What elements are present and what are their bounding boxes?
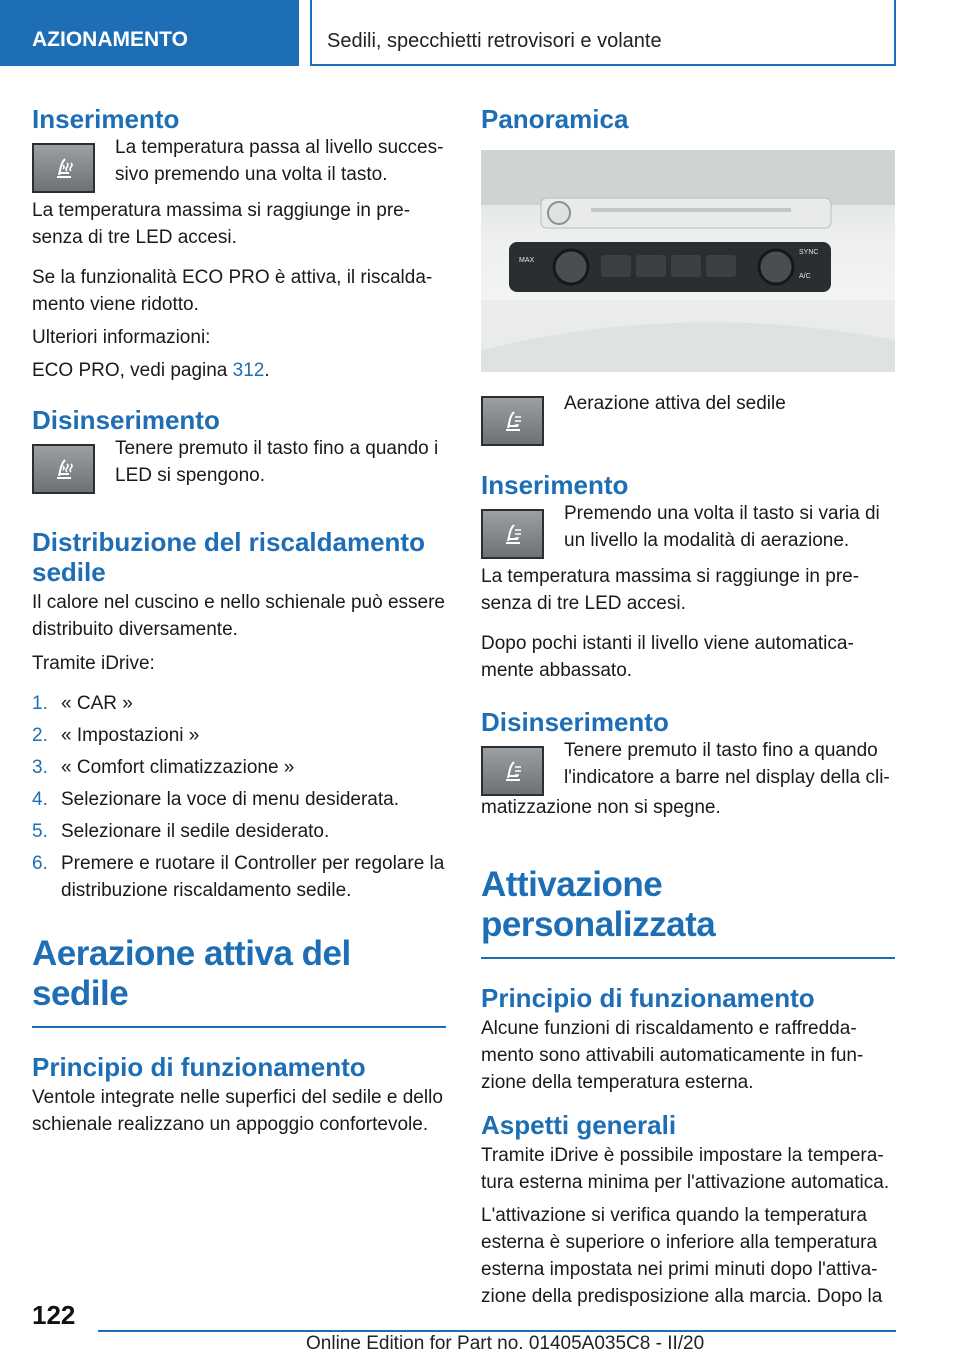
disinserimento-icon-text: Tenere premuto il tasto fino a quando i LED si spengono. bbox=[115, 438, 439, 486]
link-prefix: ECO PRO, vedi pagina bbox=[32, 360, 233, 381]
heading-attivazione: Attivazione personalizzata bbox=[481, 865, 895, 959]
topic-tab: Sedili, specchietti retrovisori e volante bbox=[310, 0, 896, 66]
list-item bbox=[32, 850, 446, 904]
list-item bbox=[32, 754, 446, 781]
paragraph: La temperatura massima si raggiunge in pre-senza di tre LED accesi. bbox=[32, 200, 411, 248]
paragraph: Tramite iDrive è possibile impostare la tempera-tura esterna minima per l'attivazione automatica. bbox=[481, 1145, 890, 1193]
seat-heating-button-icon bbox=[32, 444, 95, 494]
page-header bbox=[0, 0, 960, 66]
paragraph: Alcune funzioni di riscaldamento e raffredda-mento sono attivabili automaticamente in fun-zione della temperatura esterna. bbox=[481, 1018, 864, 1093]
step-text: Selezionare il sedile desiderato. bbox=[61, 821, 330, 842]
heading-aerazione: Aerazione attiva del sedile bbox=[32, 934, 446, 1028]
subheading-principio: Principio di funzionamento bbox=[32, 1052, 366, 1082]
step-text: « CAR » bbox=[61, 693, 133, 714]
page-number: 122 bbox=[32, 1300, 76, 1330]
paragraph: Ventole integrate nelle superfici del sedile e dello schienale realizzano un appoggio confortevole. bbox=[32, 1087, 443, 1135]
step-text: « Comfort climatizzazione » bbox=[61, 757, 295, 778]
climate-panel-illustration bbox=[481, 150, 895, 372]
step-number: 5. bbox=[32, 821, 48, 842]
paragraph: Ulteriori informazioni: bbox=[32, 327, 211, 348]
paragraph: Tramite iDrive: bbox=[32, 653, 155, 674]
paragraph-with-link bbox=[32, 357, 446, 384]
left-column bbox=[32, 96, 446, 1138]
icon-row-inserimento-right bbox=[481, 503, 895, 559]
step-number: 6. bbox=[32, 853, 48, 874]
subheading-principio-right: Principio di funzionamento bbox=[481, 983, 815, 1013]
step-number: 1. bbox=[32, 693, 48, 714]
climate-panel-photo bbox=[481, 150, 895, 372]
heading-inserimento: Inserimento bbox=[32, 104, 180, 134]
paragraph: La temperatura massima si raggiunge in pre-senza di tre LED accesi. bbox=[481, 566, 860, 614]
inserimento-icon-text: La temperatura passa al livello succes-sivo premendo una volta il tasto. bbox=[115, 137, 444, 185]
panel-label-max: MAX bbox=[519, 257, 535, 264]
seat-ventilation-button-icon bbox=[481, 509, 544, 559]
step-text: Premere e ruotare il Controller per regolare la distribuzione riscaldamento sedile. bbox=[61, 853, 445, 901]
heading-panoramica: Panoramica bbox=[481, 104, 629, 134]
paragraph: Dopo pochi istanti il livello viene automatica-mente abbassato. bbox=[481, 633, 854, 681]
page-link-312[interactable]: 312 bbox=[232, 360, 265, 381]
disinserimento-right-icon-text: Tenere premuto il tasto fino a quando l'indicatore a barre nel display della cli- bbox=[564, 740, 890, 788]
icon-row-inserimento bbox=[32, 137, 446, 193]
section-tab: AZIONAMENTO bbox=[0, 0, 299, 66]
step-text: Selezionare la voce di menu desiderata. bbox=[61, 789, 399, 810]
seat-heating-button-icon bbox=[32, 143, 95, 193]
heading-disinserimento-right: Disinserimento bbox=[481, 707, 669, 737]
list-item bbox=[32, 818, 446, 845]
inserimento-right-icon-text: Premendo una volta il tasto si varia di un livello la modalità di aerazione. bbox=[564, 503, 880, 551]
step-number: 2. bbox=[32, 725, 48, 746]
edition-text: Online Edition for Part no. 01405A035C8 - II/20 bbox=[306, 1333, 705, 1354]
right-column bbox=[481, 96, 895, 1310]
seat-ventilation-button-icon bbox=[481, 396, 544, 446]
list-item bbox=[32, 786, 446, 813]
paragraph: Se la funzionalità ECO PRO è attiva, il riscalda-mento viene ridotto. bbox=[32, 267, 433, 315]
steps-list bbox=[32, 690, 446, 904]
paragraph: L'attivazione si verifica quando la temperatura esterna è superiore o inferiore alla temperatura esterna impostata nei primi minuti dopo l'attiva-zione della predisposizione alla marcia. Dopo la bbox=[481, 1205, 883, 1307]
link-suffix: . bbox=[264, 360, 270, 381]
heading-inserimento-right: Inserimento bbox=[481, 470, 629, 500]
panoramica-caption: Aerazione attiva del sedile bbox=[564, 393, 786, 414]
heading-distribuzione: Distribuzione del riscaldamento sedile bbox=[32, 527, 425, 587]
list-item bbox=[32, 690, 446, 717]
icon-row-disinserimento-right bbox=[481, 740, 895, 796]
step-text: « Impostazioni » bbox=[61, 725, 200, 746]
heading-disinserimento: Disinserimento bbox=[32, 405, 220, 435]
seat-ventilation-button-icon bbox=[481, 746, 544, 796]
footer-divider bbox=[98, 1330, 896, 1332]
paragraph: matizzazione non si spegne. bbox=[481, 797, 721, 818]
paragraph: Il calore nel cuscino e nello schienale può essere distribuito diversamente. bbox=[32, 592, 445, 640]
panel-label-ac: A/C bbox=[799, 273, 811, 280]
icon-row-disinserimento bbox=[32, 438, 446, 494]
icon-row-panoramica bbox=[481, 390, 895, 446]
list-item bbox=[32, 722, 446, 749]
step-number: 3. bbox=[32, 757, 48, 778]
subheading-aspetti: Aspetti generali bbox=[481, 1110, 677, 1140]
panel-label-sync: SYNC bbox=[799, 249, 819, 256]
step-number: 4. bbox=[32, 789, 48, 810]
